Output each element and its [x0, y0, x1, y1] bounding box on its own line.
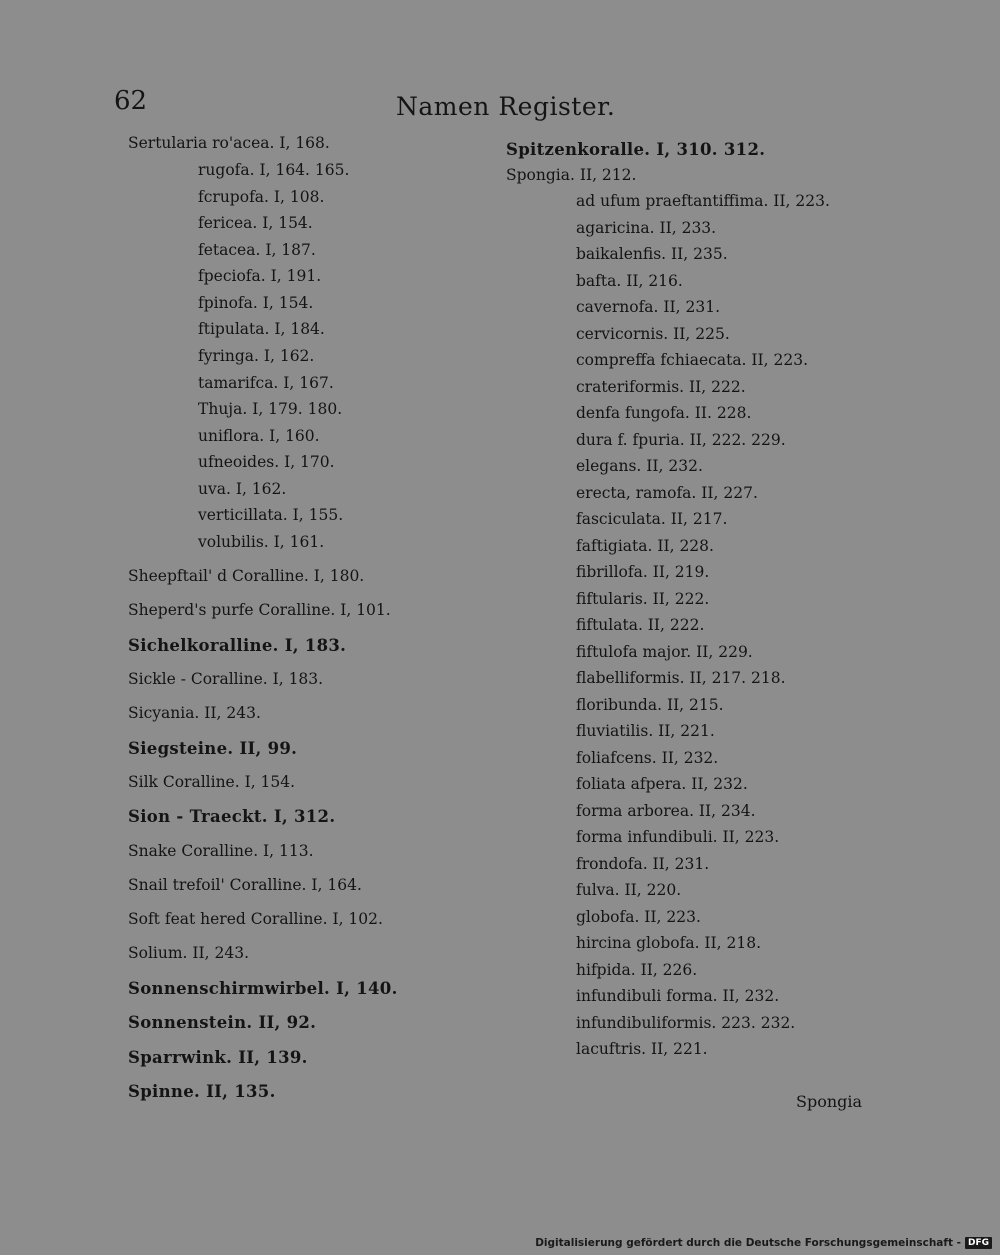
index-entry: Snail trefoil' Coralline. I, 164. — [128, 876, 362, 894]
footer-text: Digitalisierung gefördert durch die Deutsche Forschungsgemeinschaft - — [535, 1237, 961, 1249]
index-entry: fyringa. I, 162. — [198, 347, 315, 365]
index-entry: ftipulata. I, 184. — [198, 320, 325, 338]
index-entry: fcrupofa. I, 108. — [198, 188, 325, 206]
index-entry: lacuftris. II, 221. — [576, 1040, 708, 1058]
index-entry: uniflora. I, 160. — [198, 427, 320, 445]
index-entry: floribunda. II, 215. — [576, 696, 724, 714]
index-entry: Soft feat hered Coralline. I, 102. — [128, 910, 383, 928]
index-entry: volubilis. I, 161. — [198, 533, 325, 551]
index-entry: ufneoides. I, 170. — [198, 453, 335, 471]
index-entry: forma infundibuli. II, 223. — [576, 828, 780, 846]
index-entry: elegans. II, 232. — [576, 457, 703, 475]
index-entry: crateriformis. II, 222. — [576, 378, 746, 396]
index-entry: Sicyania. II, 243. — [128, 704, 261, 722]
index-entry: uva. I, 162. — [198, 480, 287, 498]
index-entry: fericea. I, 154. — [198, 214, 313, 232]
index-entry: verticillata. I, 155. — [198, 506, 344, 524]
index-entry: Spinne. II, 135. — [128, 1082, 276, 1101]
index-entry: cavernofa. II, 231. — [576, 298, 721, 316]
index-entry: fiftulata. II, 222. — [576, 616, 705, 634]
index-entry: compreffa fchiaecata. II, 223. — [576, 351, 809, 369]
index-entry: Silk Coralline. I, 154. — [128, 773, 296, 791]
index-entry: Snake Coralline. I, 113. — [128, 842, 314, 860]
index-entry: Spongia. II, 212. — [506, 166, 637, 184]
index-entry: hifpida. II, 226. — [576, 961, 698, 979]
index-entry: dura f. fpuria. II, 222. 229. — [576, 431, 786, 449]
index-entry: erecta, ramofa. II, 227. — [576, 484, 758, 502]
index-entry: hircina globofa. II, 218. — [576, 934, 762, 952]
index-entry: Sheepftail' d Coralline. I, 180. — [128, 567, 365, 585]
index-entry: fasciculata. II, 217. — [576, 510, 728, 528]
index-entry: denfa fungofa. II. 228. — [576, 404, 752, 422]
index-entry: baikalenfis. II, 235. — [576, 245, 728, 263]
index-entry: faftigiata. II, 228. — [576, 537, 714, 555]
index-entry: Sichelkoralline. I, 183. — [128, 636, 347, 655]
index-entry: Sheperd's purfe Coralline. I, 101. — [128, 601, 391, 619]
index-entry: foliata afpera. II, 232. — [576, 775, 748, 793]
index-entry: Sickle - Coralline. I, 183. — [128, 670, 324, 688]
index-entry: globofa. II, 223. — [576, 908, 701, 926]
index-entry: fiftularis. II, 222. — [576, 590, 710, 608]
index-entry: Solium. II, 243. — [128, 944, 250, 962]
index-entry: Sertularia ro'acea. I, 168. — [128, 134, 330, 152]
index-entry: Sonnenstein. II, 92. — [128, 1013, 317, 1032]
index-entry: Sion - Traeckt. I, 312. — [128, 807, 336, 826]
index-entry: foliafcens. II, 232. — [576, 749, 719, 767]
running-head: Namen Register. — [396, 92, 616, 121]
index-entry: infundibuli forma. II, 232. — [576, 987, 780, 1005]
index-entry: Thuja. I, 179. 180. — [198, 400, 343, 418]
index-entry: frondofa. II, 231. — [576, 855, 710, 873]
footer-credit — [535, 1237, 992, 1249]
index-entry: bafta. II, 216. — [576, 272, 683, 290]
index-entry: agaricina. II, 233. — [576, 219, 717, 237]
index-entry: Sparrwink. II, 139. — [128, 1048, 308, 1067]
index-entry: forma arborea. II, 234. — [576, 802, 756, 820]
index-entry: fiftulofa major. II, 229. — [576, 643, 753, 661]
index-entry: flabelliformis. II, 217. 218. — [576, 669, 786, 687]
index-entry: Siegsteine. II, 99. — [128, 739, 298, 758]
index-entry: fluviatilis. II, 221. — [576, 722, 715, 740]
catchword: Spongia — [796, 1092, 863, 1111]
index-entry: fpeciofa. I, 191. — [198, 267, 322, 285]
index-entry: rugofa. I, 164. 165. — [198, 161, 350, 179]
index-entry: tamarifca. I, 167. — [198, 374, 334, 392]
index-entry: fpinofa. I, 154. — [198, 294, 314, 312]
index-entry: Sonnenschirmwirbel. I, 140. — [128, 979, 398, 998]
index-entry: Spitzenkoralle. I, 310. 312. — [506, 140, 766, 159]
index-entry: ad ufum praeftantiffima. II, 223. — [576, 192, 830, 210]
index-entry: fetacea. I, 187. — [198, 241, 316, 259]
index-entry: cervicornis. II, 225. — [576, 325, 730, 343]
index-entry: fibrillofa. II, 219. — [576, 563, 710, 581]
page-number: 62 — [114, 86, 148, 116]
dfg-logo: DFG — [965, 1237, 992, 1249]
index-entry: infundibuliformis. 223. 232. — [576, 1014, 796, 1032]
index-entry: fulva. II, 220. — [576, 881, 682, 899]
